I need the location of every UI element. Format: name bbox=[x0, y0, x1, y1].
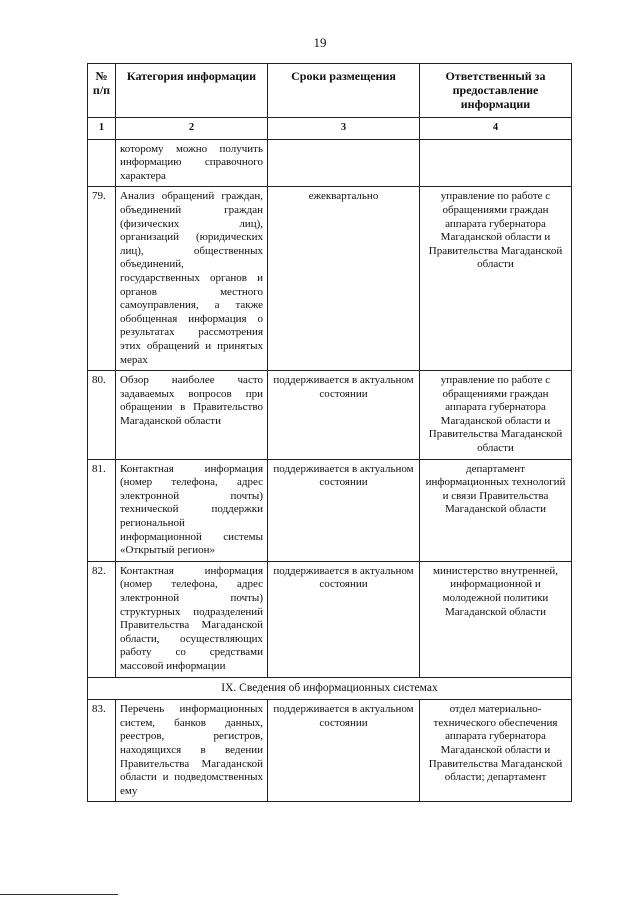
row-category: Контактная информация (номер телефона, адрес электронной почты) структурных подразделений Правительства Магаданской области, осуществляющих работу со средствами массовой информации bbox=[116, 561, 268, 677]
row-timing: поддерживается в актуальном состоянии bbox=[268, 561, 420, 677]
column-index-1: 1 bbox=[88, 118, 116, 140]
header-timing: Сроки размещения bbox=[268, 64, 420, 118]
row-num-cell bbox=[88, 139, 116, 187]
row-category: Контактная информация (номер телефона, адрес электронной почты) технической поддержки региональной информационной системы «Открытый регион» bbox=[116, 459, 268, 561]
row-responsible bbox=[420, 139, 572, 187]
section-title: IX. Сведения об информационных системах bbox=[88, 677, 572, 700]
information-table bbox=[87, 63, 572, 802]
row-timing: поддерживается в актуальном состоянии bbox=[268, 459, 420, 561]
row-responsible: управление по работе с обращениями граждан аппарата губернатора Магаданской области и Правительства Магаданской области bbox=[420, 371, 572, 460]
table-row bbox=[88, 187, 572, 371]
table-row bbox=[88, 459, 572, 561]
row-category: которому можно получить информацию справочного характера bbox=[116, 139, 268, 187]
header-category: Категория информации bbox=[116, 64, 268, 118]
column-index-4: 4 bbox=[420, 118, 572, 140]
row-num: 81. bbox=[88, 459, 116, 561]
row-num: 83. bbox=[88, 700, 116, 802]
row-num: 80. bbox=[88, 371, 116, 460]
header-responsible: Ответственный за предоставление информации bbox=[420, 64, 572, 118]
table-row bbox=[88, 561, 572, 677]
row-responsible: отдел материально-технического обеспечения аппарата губернатора Магаданской области и Правительства Магаданской области; департамент bbox=[420, 700, 572, 802]
row-category: Перечень информационных систем, банков данных, реестров, регистров, находящихся в ведении Правительства Магаданской области и подведомственных ему bbox=[116, 700, 268, 802]
column-index-3: 3 bbox=[268, 118, 420, 140]
row-timing: ежеквартально bbox=[268, 187, 420, 371]
row-timing: поддерживается в актуальном состоянии bbox=[268, 700, 420, 802]
row-category: Анализ обращений граждан, объединений граждан (физических лиц), организаций (юридических лиц), общественных объединений, государственных органов и органов местного самоуправления, а также обобщенная информация о результатах рассмотрения этих обращений и принятых мерах bbox=[116, 187, 268, 371]
row-num: 82. bbox=[88, 561, 116, 677]
row-num: 79. bbox=[88, 187, 116, 371]
row-category: Обзор наиболее часто задаваемых вопросов при обращении в Правительство Магаданской области bbox=[116, 371, 268, 460]
table-row bbox=[88, 700, 572, 802]
row-responsible: управление по работе с обращениями граждан аппарата губернатора Магаданской области и Правительства Магаданской области bbox=[420, 187, 572, 371]
table-header-row bbox=[88, 64, 572, 118]
column-index-row bbox=[88, 118, 572, 140]
page-number: 19 bbox=[313, 35, 327, 50]
row-responsible: министерство внутренней, информационной и молодежной политики Магаданской области bbox=[420, 561, 572, 677]
continued-row bbox=[88, 139, 572, 187]
section-row bbox=[88, 677, 572, 700]
header-num: № п/п bbox=[88, 64, 116, 118]
row-responsible: департамент информационных технологий и связи Правительства Магаданской области bbox=[420, 459, 572, 561]
page-footer-rule bbox=[0, 894, 118, 895]
column-index-2: 2 bbox=[116, 118, 268, 140]
table-row bbox=[88, 371, 572, 460]
row-timing bbox=[268, 139, 420, 187]
row-timing: поддерживается в актуальном состоянии bbox=[268, 371, 420, 460]
